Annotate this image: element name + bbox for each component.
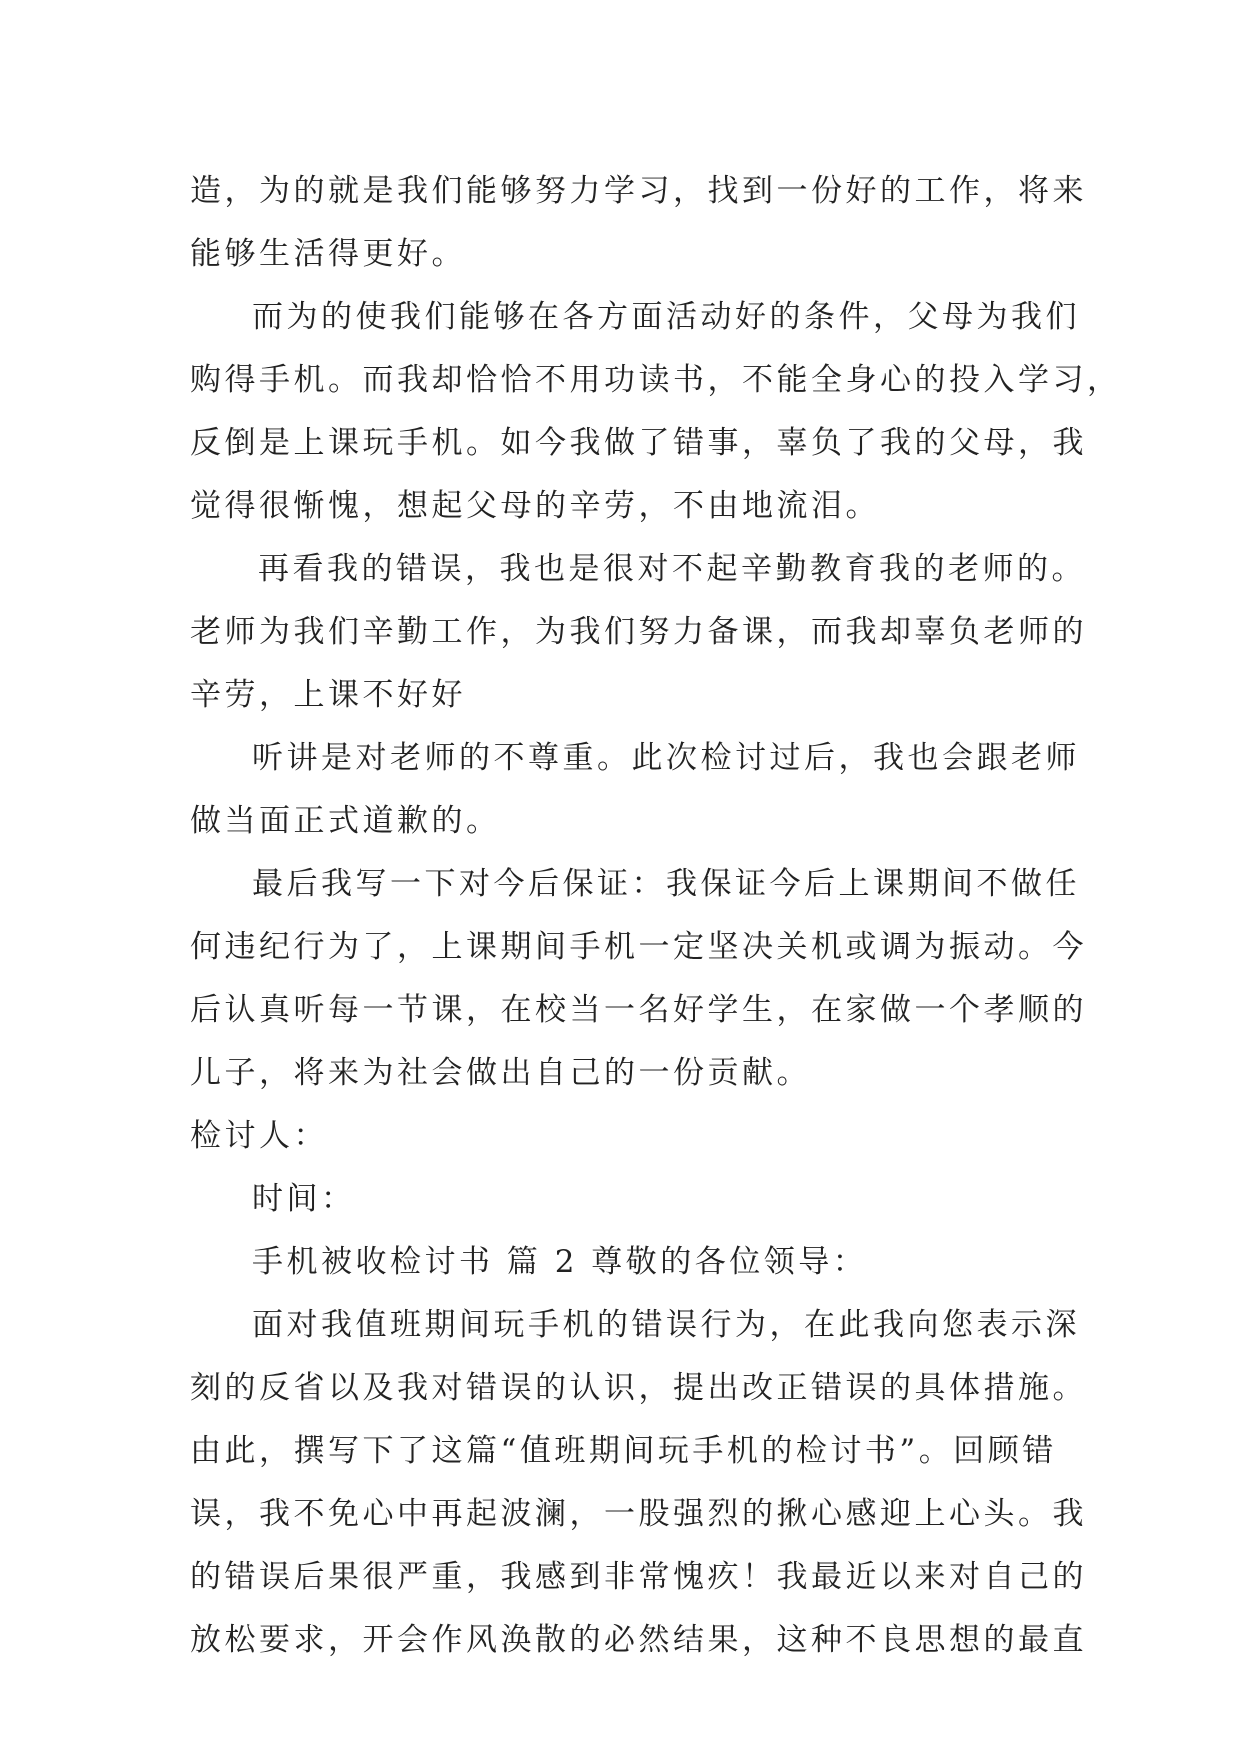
date-label: 时间： [252,1181,356,1217]
section-heading: 手机被收检讨书 篇 2 尊敬的各位领导： [252,1244,868,1280]
text-line: 放松要求，开会作风涣散的必然结果，这种不良思想的最直 [190,1622,1087,1658]
text-line: 觉得很惭愧，想起父母的辛劳，不由地流泪。 [190,488,880,524]
text-line: 反倒是上课玩手机。如今我做了错事，辜负了我的父母，我 [190,425,1087,461]
text-line: 能够生活得更好。 [190,236,466,272]
paragraph-start-line: 再看我的错误，我也是很对不起辛勤教育我的老师的。 [258,551,1086,587]
paragraph-start-line: 面对我值班期间玩手机的错误行为，在此我向您表示深 [252,1307,1080,1343]
text-line: 辛劳，上课不好好 [190,677,466,713]
text-line: 的错误后果很严重，我感到非常愧疚！我最近以来对自己的 [190,1559,1087,1595]
paragraph-start-line: 最后我写一下对今后保证：我保证今后上课期间不做任 [252,866,1080,902]
text-line: 刻的反省以及我对错误的认识，提出改正错误的具体措施。 [190,1370,1087,1406]
signer-label: 检讨人： [190,1118,328,1154]
text-line: 后认真听每一节课，在校当一名好学生，在家做一个孝顺的 [190,992,1087,1028]
paragraph-start-line: 而为的使我们能够在各方面活动好的条件，父母为我们 [252,299,1080,335]
text-line: 做当面正式道歉的。 [190,803,501,839]
paragraph-start-line: 听讲是对老师的不尊重。此次检讨过后，我也会跟老师 [252,740,1080,776]
text-line: 误，我不免心中再起波澜，一股强烈的揪心感迎上心头。我 [190,1496,1087,1532]
text-line: 老师为我们辛勤工作，为我们努力备课，而我却辜负老师的 [190,614,1087,650]
text-line: 儿子，将来为社会做出自己的一份贡献。 [190,1055,811,1091]
text-line: 购得手机。而我却恰恰不用功读书，不能全身心的投入学习， [190,362,1122,398]
text-line: 何违纪行为了，上课期间手机一定坚决关机或调为振动。今 [190,929,1087,965]
document-body [190,160,1122,1672]
text-line: 造，为的就是我们能够努力学习，找到一份好的工作，将来 [190,173,1087,209]
text-line: 由此，撰写下了这篇“值班期间玩手机的检讨书”。回顾错 [190,1433,1057,1469]
